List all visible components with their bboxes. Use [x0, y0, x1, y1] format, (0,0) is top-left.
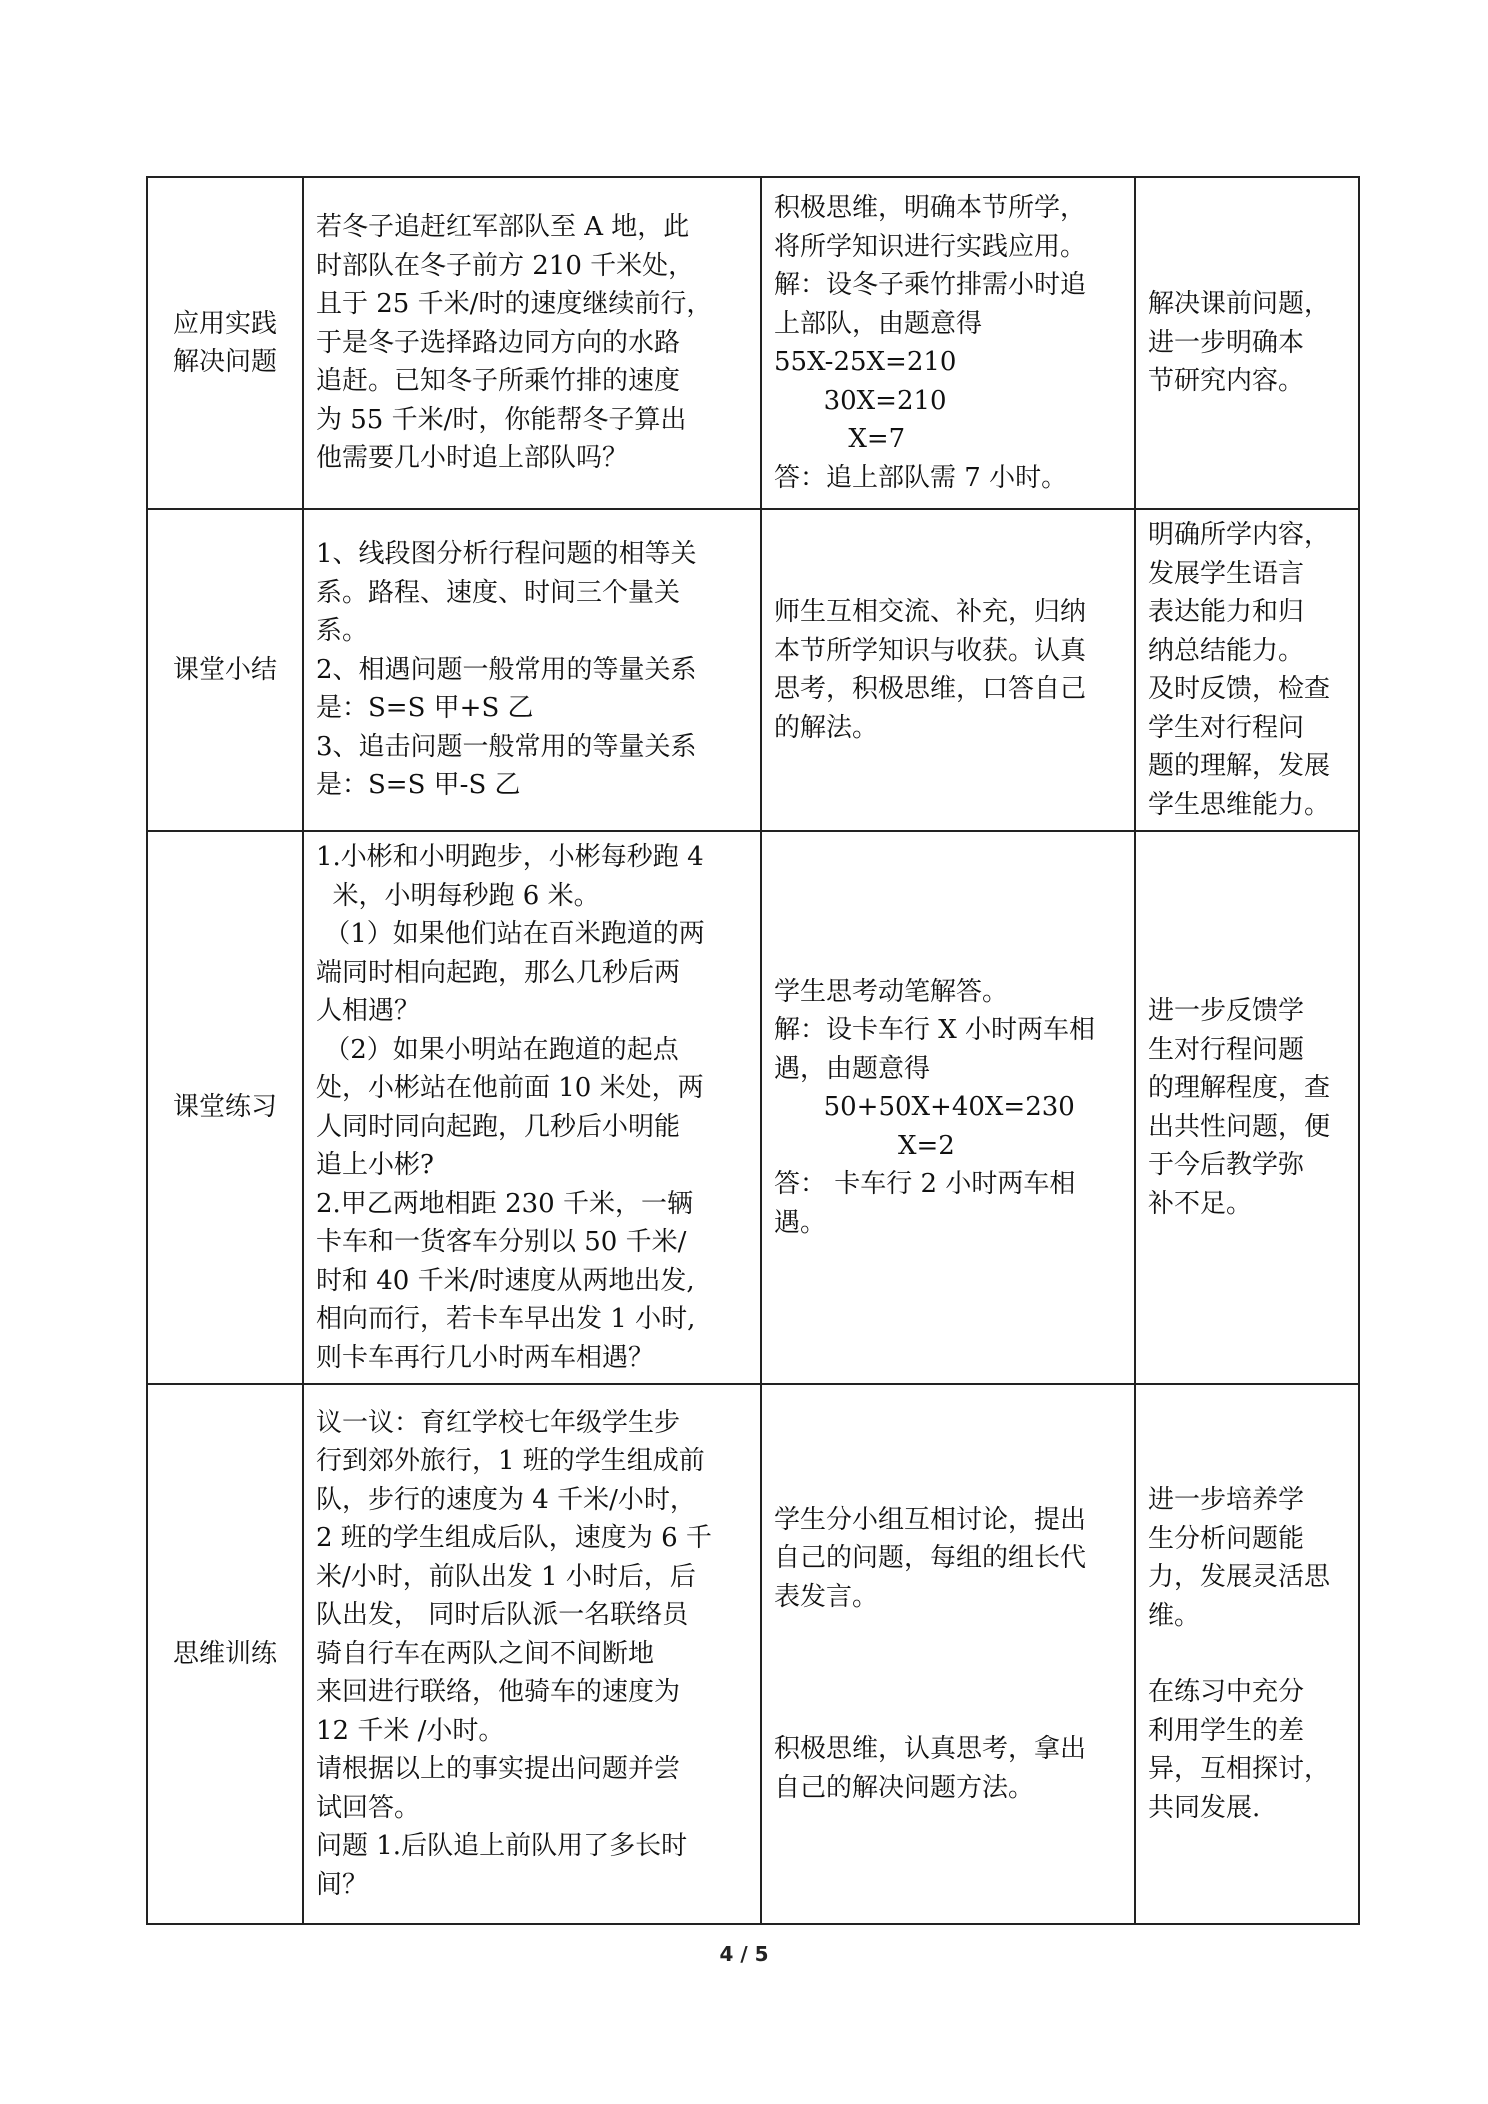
stage-cell [147, 831, 303, 1384]
activity-cell [761, 177, 1135, 509]
content-line: （1）如果他们站在百米跑道的两 [316, 919, 705, 949]
intent-cell [1135, 509, 1359, 831]
stage-label: 思维训练 [172, 1638, 277, 1669]
activity-line: 本节所学知识与收获。认真 [774, 635, 1087, 666]
intent-line: 出共性问题，便 [1148, 1111, 1331, 1142]
intent-cell [1135, 1384, 1359, 1924]
content-line: 时部队在冬子前方 210 千米处， [316, 250, 695, 281]
content-line: （2）如果小明站在跑道的起点 [316, 1034, 679, 1065]
equation-line: X=7 [774, 424, 906, 454]
content-line: 追上小彬? [316, 1150, 434, 1180]
intent-line: 于今后教学弥 [1148, 1150, 1305, 1180]
content-line: 人相遇？ [316, 996, 421, 1026]
intent-line: 在练习中充分 [1148, 1677, 1305, 1707]
intent-line: 及时反馈，检查 [1148, 674, 1331, 704]
intent-line: 表达能力和归 [1148, 597, 1305, 627]
content-line: 米，小明每秒跑 6 米。 [316, 880, 600, 911]
answer-line: 答：追上部队需 7 小时。 [774, 462, 1068, 493]
content-line: 队出发， 同时后队派一名联络员 [316, 1600, 689, 1631]
intent-line: 进一步明确本 [1148, 327, 1305, 358]
activity-cell [761, 509, 1135, 831]
activity-line: 表发言。 [774, 1581, 879, 1612]
content-line: 为 55 千米/时，你能帮冬子算出 [316, 404, 687, 435]
intent-line: 解决课前问题， [1148, 289, 1331, 320]
content-line: 人同时同向起跑，几秒后小明能 [316, 1111, 681, 1142]
content-line: 1.小彬和小明跑步，小彬每秒跑 4 [316, 842, 704, 872]
activity-line: 遇，由题意得 [774, 1053, 931, 1084]
lesson-plan-table [146, 176, 1360, 1925]
intent-line: 节研究内容。 [1148, 366, 1305, 397]
content-line: 卡车和一货客车分别以 50 千米/ [316, 1227, 687, 1257]
activity-line: 思考，积极思维，口答自己 [774, 674, 1087, 704]
activity-line: 学生思考动笔解答。 [774, 976, 1009, 1007]
stage-label: 解决问题 [172, 347, 277, 377]
intent-line: 共同发展. [1148, 1792, 1261, 1823]
content-line: 来回进行联络，他骑车的速度为 [316, 1677, 681, 1708]
activity-cell [761, 1384, 1135, 1924]
stage-cell [147, 1384, 303, 1924]
content-line: 若冬子追赶红军部队至 A 地，此 [316, 212, 690, 243]
intent-line: 生对行程问题 [1148, 1034, 1305, 1065]
content-line: 行到郊外旅行，1 班的学生组成前 [316, 1446, 705, 1477]
intent-line: 明确所学内容， [1148, 520, 1331, 550]
equation-line: 30X=210 [774, 385, 947, 416]
content-line: 追赶。已知冬子所乘竹排的速度 [316, 366, 681, 397]
activity-line: 积极思维，明确本节所学， [774, 193, 1087, 223]
activity-cell [761, 831, 1135, 1384]
intent-line: 进一步反馈学 [1148, 996, 1305, 1026]
equation-line: X=2 [774, 1130, 955, 1161]
content-cell [303, 177, 761, 509]
activity-line: 的解法。 [774, 712, 879, 743]
content-line: 骑自行车在两队之间不间断地 [316, 1638, 655, 1669]
table-row [147, 509, 1359, 831]
content-line: 米/小时，前队出发 1 小时后，后 [316, 1561, 696, 1592]
intent-cell [1135, 831, 1359, 1384]
intent-line: 维。 [1148, 1600, 1201, 1631]
content-line: 是：S=S 甲-S 乙 [316, 770, 521, 801]
intent-cell [1135, 177, 1359, 509]
content-line: 是：S=S 甲+S 乙 [316, 693, 534, 724]
intent-line: 异，互相探讨， [1148, 1754, 1331, 1784]
content-line: 1、线段图分析行程问题的相等关 [316, 539, 697, 570]
stage-label: 课堂小结 [172, 654, 277, 685]
content-line: 间？ [316, 1869, 369, 1900]
activity-line: 学生分小组互相讨论，提出 [774, 1504, 1087, 1535]
content-line: 系。路程、速度、时间三个量关 [316, 577, 681, 608]
intent-line: 进一步培养学 [1148, 1485, 1305, 1515]
content-line: 时和 40 千米/时速度从两地出发, [316, 1265, 695, 1296]
equation-line: 50+50X+40X=230 [774, 1092, 1075, 1123]
intent-line: 纳总结能力。 [1148, 635, 1305, 666]
content-line: 问题 1.后队追上前队用了多长时 [316, 1831, 688, 1862]
content-line: 2.甲乙两地相距 230 千米，一辆 [316, 1188, 693, 1219]
content-cell [303, 509, 761, 831]
content-cell [303, 1384, 761, 1924]
content-line: 处，小彬站在他前面 10 米处，两 [316, 1073, 704, 1103]
intent-line: 力，发展灵活思 [1148, 1562, 1331, 1592]
content-line: 端同时相向起跑，那么几秒后两 [316, 957, 681, 988]
intent-line: 学生对行程问 [1148, 712, 1305, 743]
content-line: 则卡车再行几小时两车相遇？ [316, 1342, 655, 1373]
answer-line: 遇。 [774, 1207, 827, 1238]
content-line: 12 千米 /小时。 [316, 1715, 505, 1746]
intent-line: 利用学生的差 [1148, 1715, 1305, 1746]
activity-line: 将所学知识进行实践应用。 [774, 231, 1087, 262]
answer-line: 答： 卡车行 2 小时两车相 [774, 1169, 1076, 1200]
content-line: 于是冬子选择路边同方向的水路 [316, 327, 681, 358]
equation-line: 55X-25X=210 [774, 347, 957, 377]
content-line: 请根据以上的事实提出问题并尝 [316, 1754, 681, 1785]
content-cell [303, 831, 761, 1384]
content-line: 3、追击问题一般常用的等量关系 [316, 731, 697, 762]
activity-line: 师生互相交流、补充，归纳 [774, 597, 1087, 627]
content-line: 2 班的学生组成后队，速度为 6 千 [316, 1523, 712, 1554]
content-line: 系。 [316, 616, 369, 647]
intent-line: 发展学生语言 [1148, 558, 1305, 589]
activity-line: 解：设卡车行 X 小时两车相 [774, 1015, 1096, 1046]
table-row [147, 1384, 1359, 1924]
content-line: 试回答。 [316, 1792, 421, 1823]
intent-line: 题的理解，发展 [1148, 751, 1331, 781]
activity-line: 解：设冬子乘竹排需小时追 [774, 270, 1087, 300]
table-row [147, 831, 1359, 1384]
intent-line: 补不足。 [1148, 1188, 1253, 1219]
stage-cell [147, 509, 303, 831]
intent-line: 生分析问题能 [1148, 1523, 1305, 1554]
spacer [774, 1616, 1122, 1692]
content-line: 相向而行，若卡车早出发 1 小时, [316, 1304, 696, 1334]
activity-line: 上部队，由题意得 [774, 308, 983, 339]
content-line: 且于 25 千米/时的速度继续前行， [316, 289, 713, 320]
content-line: 2、相遇问题一般常用的等量关系 [316, 654, 697, 685]
activity-line: 积极思维，认真思考，拿出 [774, 1734, 1087, 1765]
content-line: 他需要几小时追上部队吗？ [316, 443, 629, 474]
stage-label: 课堂练习 [172, 1092, 277, 1123]
intent-line: 学生思维能力。 [1148, 789, 1331, 820]
content-line: 议一议：育红学校七年级学生步 [316, 1407, 681, 1438]
table-row [147, 177, 1359, 509]
spacer [1148, 1635, 1346, 1673]
content-line: 队，步行的速度为 4 千米/小时， [316, 1484, 696, 1515]
intent-line: 的理解程度，查 [1148, 1073, 1331, 1103]
spacer [774, 1692, 1122, 1730]
stage-label: 应用实践 [172, 308, 277, 339]
page-number: 4 / 5 [719, 1942, 769, 1966]
activity-line: 自己的问题，每组的组长代 [774, 1543, 1087, 1574]
activity-line: 自己的解决问题方法。 [774, 1772, 1035, 1803]
stage-cell [147, 177, 303, 509]
